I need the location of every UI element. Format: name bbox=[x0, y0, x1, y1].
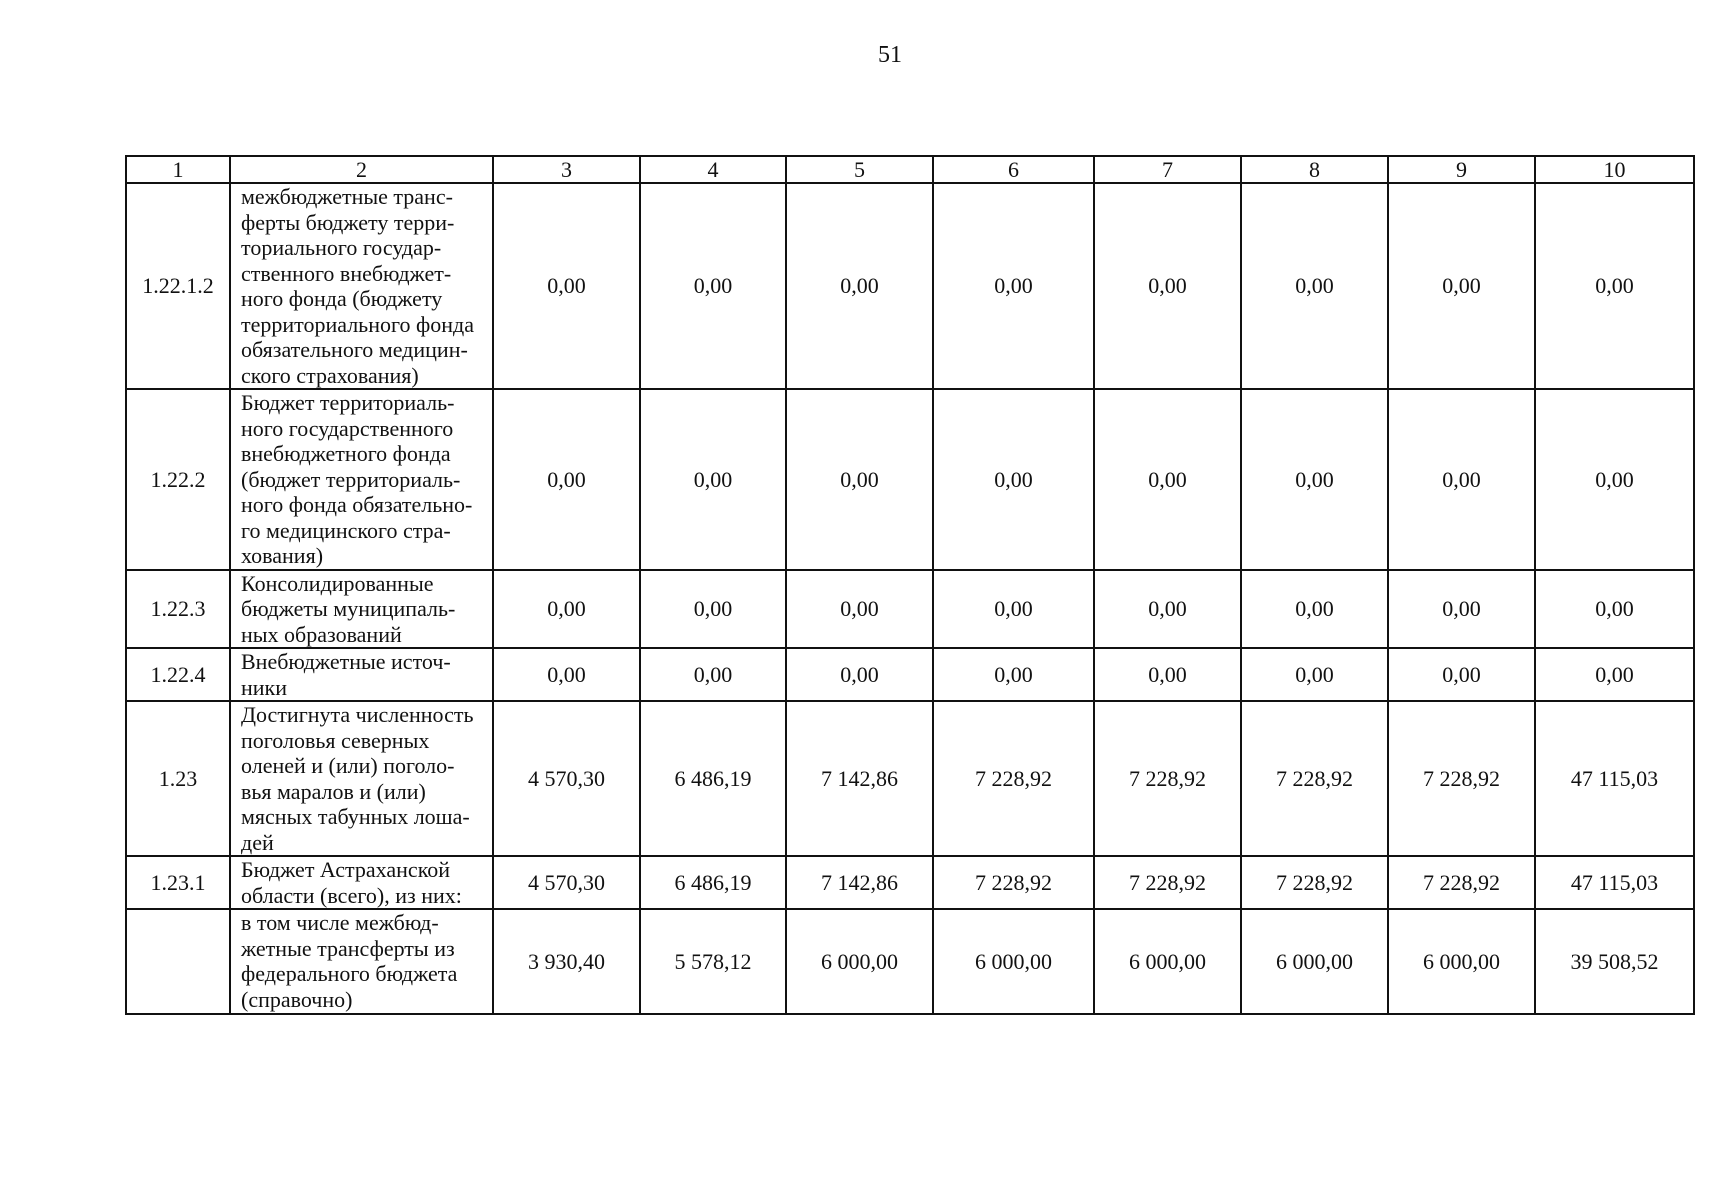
description-line: ного фонда обязательно- bbox=[241, 492, 473, 518]
value-cell: 6 000,00 bbox=[786, 909, 933, 1013]
value-cell: 0,00 bbox=[640, 389, 786, 570]
column-header: 2 bbox=[230, 156, 493, 183]
table-body bbox=[126, 156, 1694, 1014]
value-cell: 0,00 bbox=[1535, 570, 1694, 649]
value-cell: 47 115,03 bbox=[1535, 701, 1694, 856]
description-line: Достигнута численность bbox=[241, 702, 474, 728]
value-cell: 0,00 bbox=[786, 570, 933, 649]
value-cell: 0,00 bbox=[1388, 570, 1535, 649]
value-cell: 7 228,92 bbox=[1388, 856, 1535, 909]
row-description bbox=[230, 183, 493, 389]
value-cell: 0,00 bbox=[1241, 570, 1388, 649]
value-cell: 0,00 bbox=[1094, 570, 1241, 649]
column-header: 9 bbox=[1388, 156, 1535, 183]
table-row bbox=[126, 648, 1694, 701]
row-description bbox=[230, 856, 493, 909]
table-row bbox=[126, 389, 1694, 570]
description-line: обязательного медицин- bbox=[241, 337, 468, 363]
description-line: ного фонда (бюджету bbox=[241, 286, 443, 312]
value-cell: 0,00 bbox=[1388, 389, 1535, 570]
value-cell: 0,00 bbox=[1535, 648, 1694, 701]
value-cell: 0,00 bbox=[933, 648, 1094, 701]
value-cell: 0,00 bbox=[786, 183, 933, 389]
column-header: 10 bbox=[1535, 156, 1694, 183]
column-header: 5 bbox=[786, 156, 933, 183]
value-cell: 0,00 bbox=[1094, 389, 1241, 570]
column-header: 7 bbox=[1094, 156, 1241, 183]
description-line: федерального бюджета bbox=[241, 961, 458, 987]
row-description bbox=[230, 389, 493, 570]
value-cell: 0,00 bbox=[786, 648, 933, 701]
description-line: (справочно) bbox=[241, 986, 353, 1012]
description-line: дей bbox=[241, 829, 274, 855]
table-row bbox=[126, 909, 1694, 1013]
value-cell: 3 930,40 bbox=[493, 909, 640, 1013]
budget-table bbox=[125, 155, 1695, 1015]
description-line: мясных табунных лоша- bbox=[241, 804, 470, 830]
value-cell: 7 228,92 bbox=[1094, 856, 1241, 909]
value-cell: 4 570,30 bbox=[493, 701, 640, 856]
description-line: ферты бюджету терри- bbox=[241, 209, 455, 235]
table-row bbox=[126, 856, 1694, 909]
row-code: 1.22.4 bbox=[126, 648, 230, 701]
description-line: поголовья северных bbox=[241, 727, 430, 753]
table-row bbox=[126, 183, 1694, 389]
value-cell: 0,00 bbox=[1535, 389, 1694, 570]
column-header: 6 bbox=[933, 156, 1094, 183]
value-cell: 39 508,52 bbox=[1535, 909, 1694, 1013]
description-line: ственного внебюджет- bbox=[241, 260, 452, 286]
value-cell: 6 000,00 bbox=[1241, 909, 1388, 1013]
value-cell: 0,00 bbox=[1535, 183, 1694, 389]
row-code: 1.22.3 bbox=[126, 570, 230, 649]
value-cell: 7 228,92 bbox=[1241, 701, 1388, 856]
row-code bbox=[126, 909, 230, 1013]
row-description bbox=[230, 701, 493, 856]
description-line: го медицинского стра- bbox=[241, 517, 451, 543]
value-cell: 0,00 bbox=[1388, 648, 1535, 701]
value-cell: 0,00 bbox=[933, 570, 1094, 649]
value-cell: 6 486,19 bbox=[640, 701, 786, 856]
description-line: хования) bbox=[241, 543, 324, 569]
column-header: 1 bbox=[126, 156, 230, 183]
value-cell: 0,00 bbox=[493, 183, 640, 389]
row-description bbox=[230, 648, 493, 701]
value-cell: 6 000,00 bbox=[1388, 909, 1535, 1013]
description-line: Консолидированные bbox=[241, 570, 434, 596]
column-number-row bbox=[126, 156, 1694, 183]
value-cell: 6 486,19 bbox=[640, 856, 786, 909]
row-description bbox=[230, 909, 493, 1013]
value-cell: 0,00 bbox=[640, 648, 786, 701]
value-cell: 0,00 bbox=[493, 389, 640, 570]
value-cell: 0,00 bbox=[1241, 183, 1388, 389]
column-header: 4 bbox=[640, 156, 786, 183]
description-line: внебюджетного фонда bbox=[241, 441, 451, 467]
value-cell: 7 228,92 bbox=[1094, 701, 1241, 856]
description-line: ториального государ- bbox=[241, 235, 442, 261]
value-cell: 7 228,92 bbox=[933, 856, 1094, 909]
description-line: Бюджет Астраханской bbox=[241, 857, 451, 883]
value-cell: 6 000,00 bbox=[1094, 909, 1241, 1013]
description-line: бюджеты муниципаль- bbox=[241, 596, 456, 622]
description-line: вья маралов и (или) bbox=[241, 778, 426, 804]
description-line: жетные трансферты из bbox=[241, 935, 455, 961]
row-code: 1.23 bbox=[126, 701, 230, 856]
budget-table-container bbox=[125, 155, 1695, 1015]
value-cell: 0,00 bbox=[493, 570, 640, 649]
value-cell: 7 228,92 bbox=[1241, 856, 1388, 909]
description-line: ных образований bbox=[241, 621, 402, 647]
value-cell: 0,00 bbox=[933, 389, 1094, 570]
value-cell: 0,00 bbox=[1241, 648, 1388, 701]
description-line: межбюджетные транс- bbox=[241, 184, 453, 209]
description-line: ники bbox=[241, 674, 288, 700]
row-code: 1.22.2 bbox=[126, 389, 230, 570]
table-row bbox=[126, 701, 1694, 856]
value-cell: 47 115,03 bbox=[1535, 856, 1694, 909]
value-cell: 0,00 bbox=[786, 389, 933, 570]
value-cell: 4 570,30 bbox=[493, 856, 640, 909]
description-line: ного государственного bbox=[241, 415, 454, 441]
value-cell: 0,00 bbox=[1094, 648, 1241, 701]
value-cell: 0,00 bbox=[1388, 183, 1535, 389]
description-line: Внебюджетные источ- bbox=[241, 649, 451, 675]
description-line: оленей и (или) поголо- bbox=[241, 753, 455, 779]
description-line: в том числе межбюд- bbox=[241, 910, 439, 936]
row-code: 1.23.1 bbox=[126, 856, 230, 909]
value-cell: 7 228,92 bbox=[1388, 701, 1535, 856]
value-cell: 7 142,86 bbox=[786, 856, 933, 909]
description-line: (бюджет территориаль- bbox=[241, 466, 461, 492]
value-cell: 0,00 bbox=[933, 183, 1094, 389]
description-line: области (всего), из них: bbox=[241, 882, 462, 908]
description-line: ского страхования) bbox=[241, 362, 419, 388]
value-cell: 0,00 bbox=[1241, 389, 1388, 570]
column-header: 8 bbox=[1241, 156, 1388, 183]
row-description bbox=[230, 570, 493, 649]
description-line: территориального фонда bbox=[241, 311, 474, 337]
value-cell: 5 578,12 bbox=[640, 909, 786, 1013]
value-cell: 6 000,00 bbox=[933, 909, 1094, 1013]
column-header: 3 bbox=[493, 156, 640, 183]
value-cell: 0,00 bbox=[640, 570, 786, 649]
description-line: Бюджет территориаль- bbox=[241, 390, 455, 416]
table-row bbox=[126, 570, 1694, 649]
value-cell: 0,00 bbox=[640, 183, 786, 389]
page-number: 51 bbox=[878, 42, 902, 68]
value-cell: 0,00 bbox=[493, 648, 640, 701]
value-cell: 7 228,92 bbox=[933, 701, 1094, 856]
value-cell: 7 142,86 bbox=[786, 701, 933, 856]
value-cell: 0,00 bbox=[1094, 183, 1241, 389]
row-code: 1.22.1.2 bbox=[126, 183, 230, 389]
